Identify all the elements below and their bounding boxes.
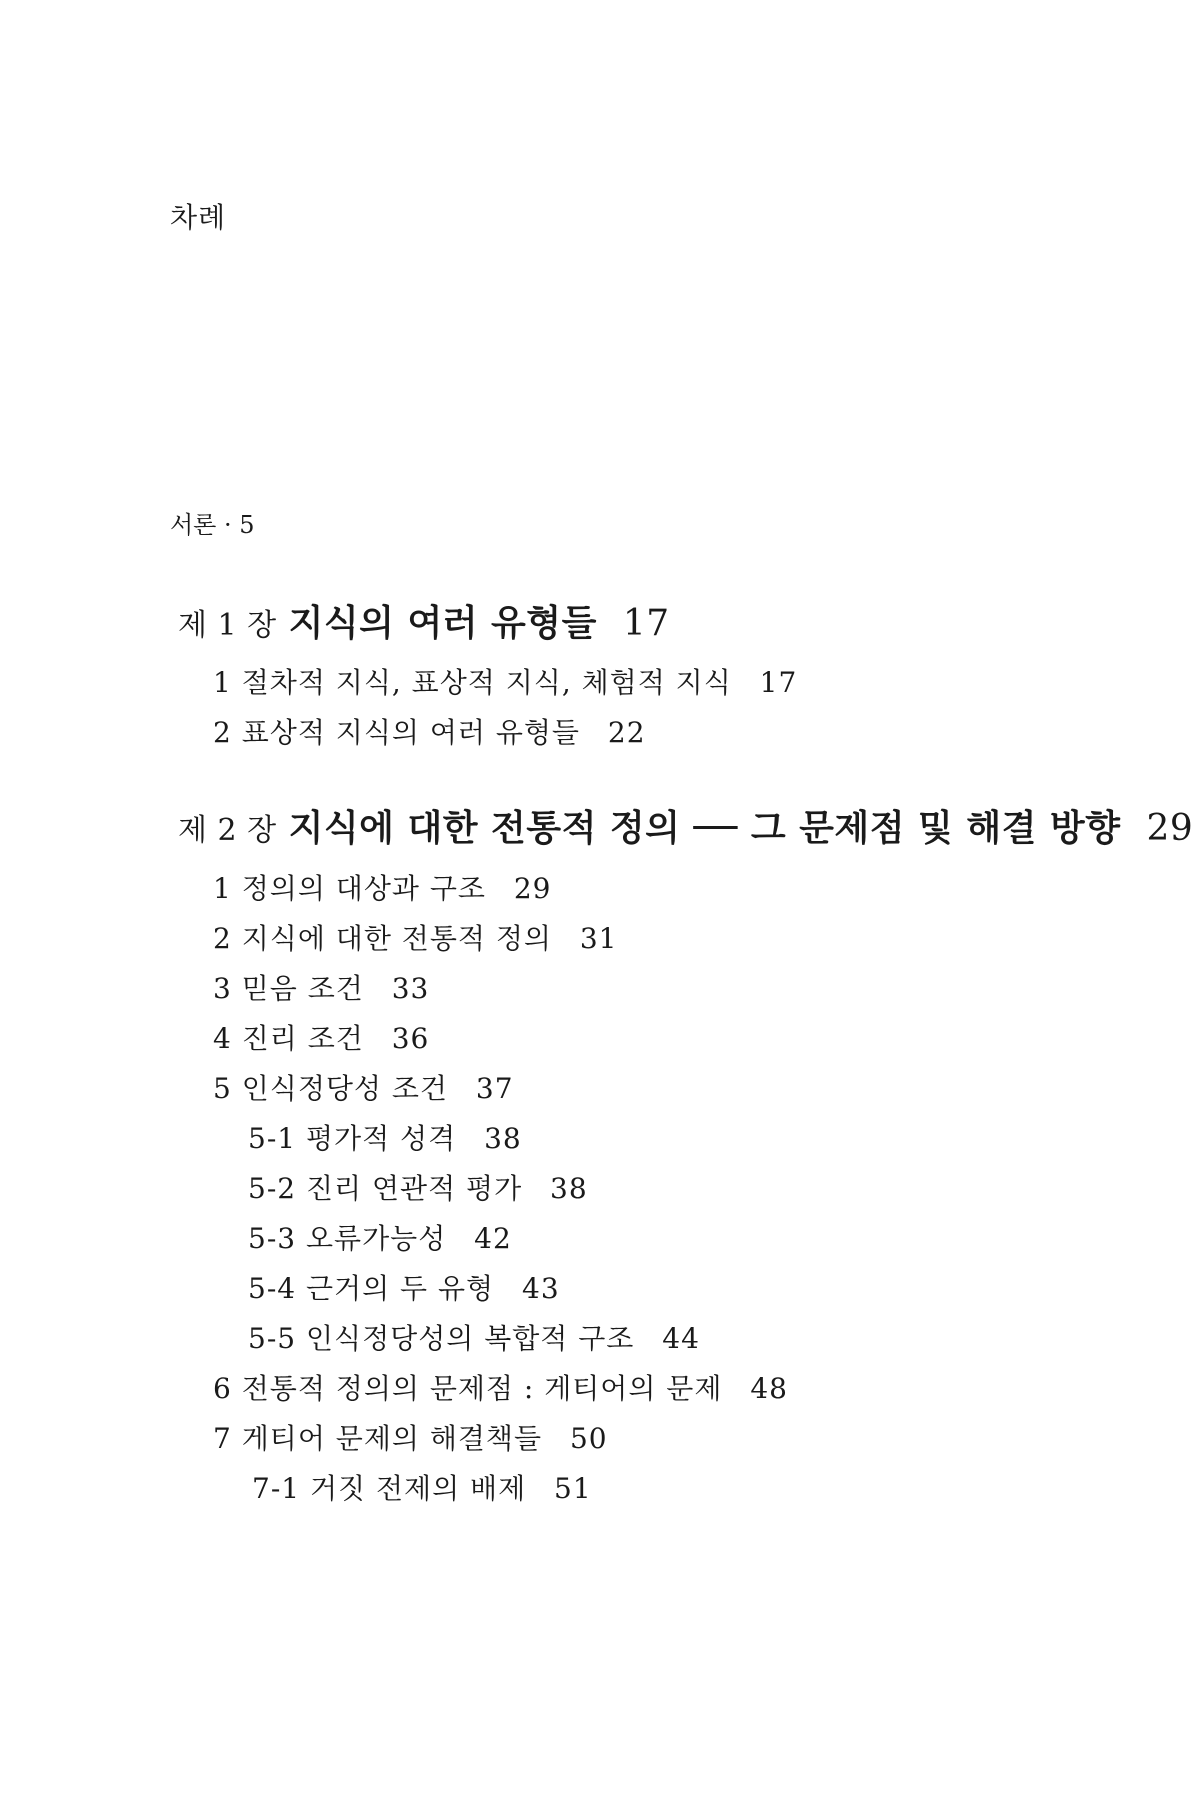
chapter-1-entry[interactable]	[178, 602, 670, 644]
toc-subsection-entry[interactable]	[248, 1222, 512, 1255]
subsection-title: 오류가능성	[306, 1222, 447, 1255]
toc-section-entry[interactable]	[213, 922, 618, 955]
section-number: 2	[213, 922, 232, 955]
subsection-page-number: 38	[484, 1122, 522, 1155]
subsection-number: 5-4	[248, 1272, 297, 1305]
section-number: 2	[213, 716, 232, 749]
chapter-label: 제 1 장	[178, 608, 277, 643]
chapter-page-number: 17	[622, 603, 670, 644]
section-title: 지식에 대한 전통적 정의	[241, 922, 552, 955]
subsection-page-number: 43	[522, 1272, 560, 1305]
section-title: 인식정당성 조건	[241, 1072, 448, 1105]
chapter-title: 지식의 여러 유형들	[288, 602, 597, 644]
toc-section-entry[interactable]	[213, 972, 430, 1005]
section-number: 1	[213, 872, 232, 905]
subsection-number: 5-1	[248, 1122, 297, 1155]
chapter-label: 제 2 장	[178, 813, 277, 848]
toc-section-entry[interactable]	[213, 716, 646, 749]
subsection-number: 5-3	[248, 1222, 297, 1255]
toc-subsection-entry[interactable]	[252, 1472, 592, 1505]
chapter-2-entry[interactable]	[178, 807, 1194, 849]
subsection-title: 진리 연관적 평가	[306, 1172, 523, 1205]
toc-preface: 서론 · 5	[170, 511, 255, 539]
subsection-page-number: 44	[662, 1322, 700, 1355]
section-number: 5	[213, 1072, 232, 1105]
subsection-number: 5-5	[248, 1322, 297, 1355]
section-page-number: 29	[513, 872, 552, 905]
toc-subsection-entry[interactable]	[248, 1172, 588, 1205]
subsection-title: 거짓 전제의 배제	[310, 1472, 527, 1505]
section-number: 4	[213, 1022, 232, 1055]
subsection-title: 평가적 성격	[306, 1122, 457, 1155]
toc-subsection-entry[interactable]	[248, 1322, 700, 1355]
section-title: 진리 조건	[241, 1022, 364, 1055]
subsection-number: 5-2	[248, 1172, 297, 1205]
section-page-number: 50	[569, 1422, 608, 1455]
section-page-number: 37	[475, 1072, 514, 1105]
toc-section-entry[interactable]	[213, 666, 798, 699]
section-page-number: 36	[391, 1022, 430, 1055]
subsection-title: 인식정당성의 복합적 구조	[306, 1322, 635, 1355]
section-title: 표상적 지식의 여러 유형들	[241, 716, 580, 749]
section-number: 3	[213, 972, 232, 1005]
toc-section-entry[interactable]	[213, 1422, 608, 1455]
subsection-number: 7-1	[252, 1472, 301, 1505]
toc-subsection-entry[interactable]	[248, 1272, 560, 1305]
section-title: 전통적 정의의 문제점 : 게티어의 문제	[241, 1372, 723, 1405]
section-page-number: 48	[750, 1372, 788, 1405]
subsection-title: 근거의 두 유형	[306, 1272, 495, 1305]
section-title: 절차적 지식, 표상적 지식, 체험적 지식	[241, 666, 732, 699]
toc-section-entry[interactable]	[213, 1372, 788, 1405]
subsection-page-number: 42	[474, 1222, 512, 1255]
chapter-page-number: 29	[1146, 808, 1194, 849]
toc-section-entry[interactable]	[213, 872, 552, 905]
section-page-number: 31	[579, 922, 618, 955]
section-number: 6	[213, 1372, 232, 1405]
section-title: 게티어 문제의 해결책들	[241, 1422, 543, 1455]
chapter-title: 지식에 대한 전통적 정의 ── 그 문제점 및 해결 방향	[288, 807, 1121, 849]
toc-subsection-entry[interactable]	[248, 1122, 522, 1155]
toc-section-entry[interactable]	[213, 1022, 430, 1055]
section-number: 7	[213, 1422, 232, 1455]
section-page-number: 33	[391, 972, 430, 1005]
toc-section-entry[interactable]	[213, 1072, 514, 1105]
subsection-page-number: 38	[550, 1172, 588, 1205]
section-title: 정의의 대상과 구조	[241, 872, 486, 905]
subsection-page-number: 51	[554, 1472, 592, 1505]
section-number: 1	[213, 666, 232, 699]
section-page-number: 17	[759, 666, 798, 699]
toc-heading: 차례	[170, 201, 227, 234]
section-title: 믿음 조건	[241, 972, 364, 1005]
section-page-number: 22	[607, 716, 646, 749]
